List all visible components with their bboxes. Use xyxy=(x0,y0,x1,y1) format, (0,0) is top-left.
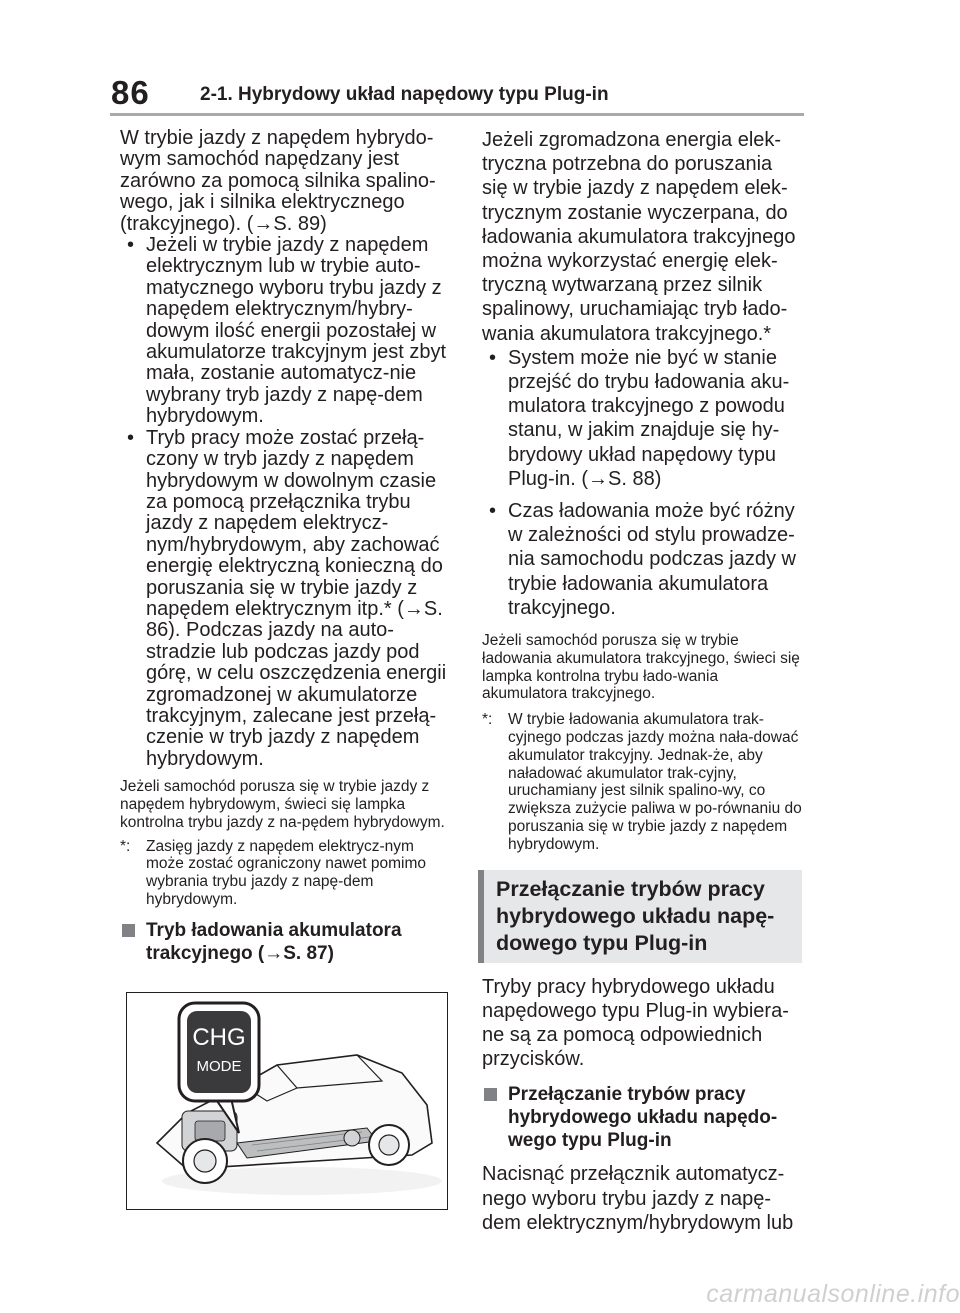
right-subheading-text: Przełączanie trybów pracy hybrydowego układu napędo-wego typu Plug-in xyxy=(508,1084,778,1152)
left-bullet-1: • Jeżeli w trybie jazdy z napędem elektrycznym lub w trybie auto-matycznego wyboru trybu jazdy z napędem elektrycznym/hybry-dowym ilość energii pozostałej w akumulatorze trakcyjnym jest zbyt mała, zostanie automatycz-nie wybrany tryb jazdy z napę-dem hybrydowym. xyxy=(120,235,452,428)
right-bullet-1: • System może nie być w stanie przejść do trybu ładowania aku-mulatora trakcyjnego z powodu stanu, w jakim znajduje się hy-brydowy układ napędowy typu Plug-in. (→S. 88) xyxy=(482,346,802,491)
engine-detail xyxy=(195,1121,225,1141)
right-bullet-2: • Czas ładowania może być różny w zależności od stylu prowadze-nia samochodu podczas jazdy w trybie ładowania akumulatora trakcyjnego. xyxy=(482,499,802,620)
header-divider xyxy=(110,113,804,116)
mode-label: MODE xyxy=(196,1058,242,1075)
square-bullet-icon xyxy=(484,1088,497,1101)
left-footnote-text: Zasięg jazdy z napędem elektrycz-nym może zostać ograniczony nawet pomimo wybrania trybu jazdy z napę-dem hybrydowym. xyxy=(146,837,426,908)
right-footnote-text: W trybie ładowania akumulatora trak-cyjnego podczas jazdy można nała-dować akumulator trakcyjny. Jednak-że, aby naładować akumulator trak-cyjny, uruchamiany jest silnik spalino-wy, co zwiększa zużycie paliwa w po-równaniu do poruszania się w trybie jazdy z napędem hybrydowym. xyxy=(508,711,802,853)
right-intro-paragraph: Jeżeli zgromadzona energia elek-tryczna potrzebna do poruszania się w trybie jazdy z napędem elek-trycznym zostanie wyczerpana, do ładowania akumulatora trakcyjnego można wykorzystać energię elek-tryczną wytwarzaną przez silnik spalinowy, uruchamiając tryb łado-wania akumulatora trakcyjnego.* xyxy=(482,129,796,345)
page-number: 86 xyxy=(111,74,150,111)
right-footnote xyxy=(482,711,802,853)
left-subheading xyxy=(120,919,452,965)
left-indicator-note: Jeżeli samochód porusza się w trybie jazdy z napędem hybrydowym, świeci się lampka kontrolna trybu jazdy z na-pędem hybrydowym. xyxy=(120,778,445,831)
rear-wheel-hub xyxy=(379,1135,399,1155)
right-footnote-mark: *: xyxy=(482,711,493,729)
left-bullet-list xyxy=(120,235,452,770)
left-subheading-line2: trakcyjnego (→S. 87) xyxy=(146,942,334,964)
right-subheading xyxy=(482,1083,802,1152)
left-footnote-mark: *: xyxy=(120,837,131,855)
front-wheel-hub xyxy=(194,1150,216,1172)
left-bullet-2: • Tryb pracy może zostać przełą-czony w tryb jazdy z napędem hybrydowym w dowolnym czasie za pomocą przełącznika trybu jazdy z napędem elektrycz-nym/hybrydowym, aby zachować energię elektryczną konieczną do poruszania się w trybie jazdy z napędem elektrycznym itp.* (→S. 86). Podczas jazdy na auto-stradzie lub podczas jazdy pod górę, w celu oszczędzenia energii zgromadzonej w akumulatorze trakcyjnym, zalecane jest przełą-czenie w tryb jazdy z napędem hybrydowym. xyxy=(120,428,452,771)
rear-motor xyxy=(344,1130,360,1146)
left-intro-paragraph: W trybie jazdy z napędem hybrydo-wym samochód napędzany jest zarówno za pomocą silnika spalino-wego, jak i silnika elektrycznego (trakcyjnego). (→S. 89) xyxy=(120,127,436,235)
section-intro-paragraph: Tryby pracy hybrydowego układu napędowego typu Plug-in wybiera-ne są za pomocą odpowiednich przycisków. xyxy=(482,975,789,1071)
square-bullet-icon xyxy=(122,924,135,937)
chg-label: CHG xyxy=(192,1024,246,1051)
car-illustration xyxy=(126,992,448,1210)
section-heading-box: Przełączanie trybów pracy hybrydowego układu napę-dowego typu Plug-in xyxy=(478,870,802,963)
closing-paragraph: Nacisnąć przełącznik automatycz-nego wyboru trybu jazdy z napę-dem elektrycznym/hybrydowym lub xyxy=(482,1163,794,1234)
left-footnote xyxy=(120,838,452,909)
left-column xyxy=(120,128,452,965)
right-indicator-note: Jeżeli samochód porusza się w trybie ładowania akumulatora trakcyjnego, świeci się lampka kontrolna trybu łado-wania akumulatora trakcyjnego. xyxy=(482,632,800,703)
watermark: carmanualsonline.info xyxy=(706,1280,960,1308)
right-column xyxy=(482,128,802,1235)
left-subheading-line1: Tryb ładowania akumulatora xyxy=(146,919,402,941)
right-bullet-list xyxy=(482,346,802,620)
car-illustration-svg xyxy=(127,993,447,1209)
section-title: 2-1. Hybrydowy układ napędowy typu Plug-in xyxy=(200,84,609,105)
